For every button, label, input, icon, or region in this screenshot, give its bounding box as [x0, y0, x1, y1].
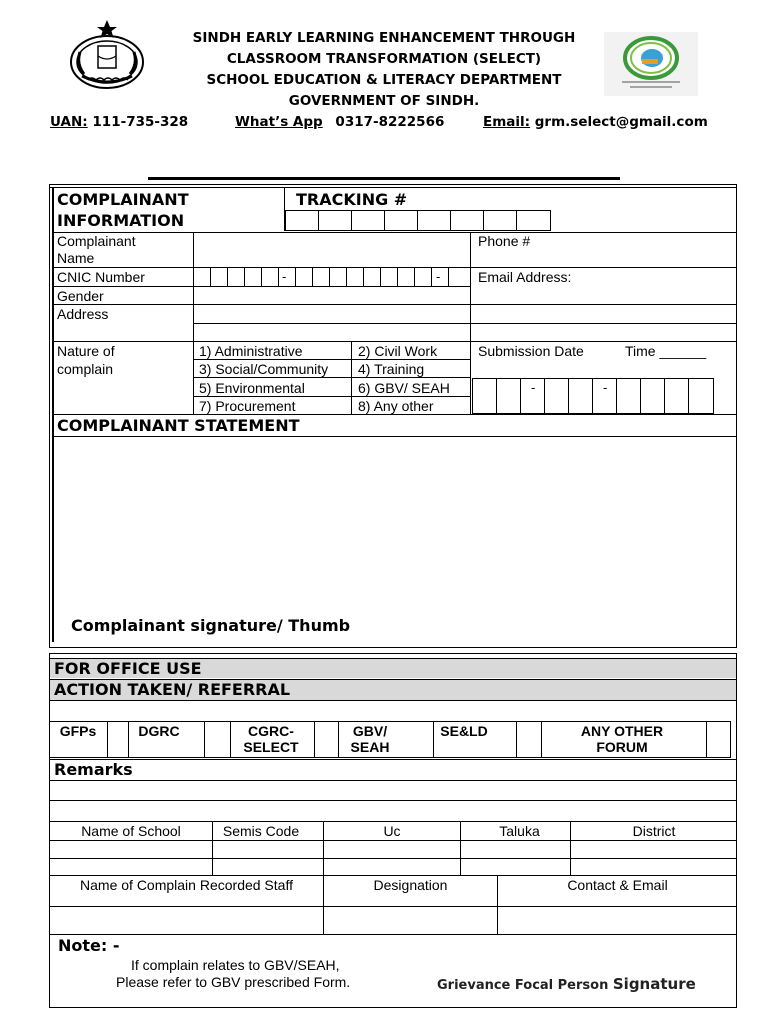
school-data-rows[interactable] — [50, 841, 736, 874]
submission-date-boxes[interactable] — [472, 378, 714, 414]
focal-signature-label: Signature — [612, 975, 696, 993]
focal-person-label: Grievance Focal Person — [437, 978, 609, 993]
email-value: grm.select@gmail.com — [534, 114, 708, 130]
row-rule — [470, 267, 737, 268]
time-label: Time ______ — [625, 343, 707, 359]
school-header-uc: Uc — [383, 823, 401, 839]
whatsapp-value: 0317-8222566 — [335, 114, 445, 130]
action-taken-title: ACTION TAKEN/ REFERRAL — [54, 680, 291, 699]
tracking-label: TRACKING # — [296, 190, 408, 209]
note-label: Note: - — [58, 936, 120, 955]
whatsapp-line — [235, 114, 444, 130]
complainant-signature-label: Complainant signature/ Thumb — [71, 616, 351, 635]
staff-header-contact: Contact & Email — [567, 877, 668, 893]
tracking-box[interactable] — [384, 210, 418, 231]
name-label-2: Name — [57, 250, 95, 266]
address-field[interactable] — [194, 305, 469, 323]
header-title-line-4: GOVERNMENT OF SINDH. — [288, 93, 480, 109]
name-label-1: Complainant — [57, 233, 136, 249]
focal-person-signature — [437, 975, 696, 993]
referral-seld[interactable]: SE&LD — [440, 723, 488, 739]
row-rule — [470, 304, 737, 305]
statement-title: COMPLAINANT STATEMENT — [57, 416, 300, 435]
school-header-taluka: Taluka — [499, 823, 540, 839]
office-use-title: FOR OFFICE USE — [54, 659, 202, 678]
whatsapp-label: What’s App — [235, 114, 323, 130]
date-dash: - — [603, 380, 608, 395]
row-rule — [49, 875, 737, 876]
nature-option-civil-work[interactable]: 2) Civil Work — [358, 343, 438, 359]
cnic-boxes[interactable] — [194, 268, 469, 286]
tracking-box[interactable] — [318, 210, 352, 231]
referral-cgrc-select[interactable]: CGRC- SELECT — [243, 723, 299, 755]
email-line — [483, 114, 708, 130]
section-title-complainant: COMPLAINANT — [57, 190, 189, 209]
nature-option-procurement[interactable]: 7) Procurement — [199, 398, 296, 414]
top-rule — [49, 187, 737, 188]
header-title-line-3: SCHOOL EDUCATION & LITERACY DEPARTMENT — [206, 72, 562, 88]
row-rule — [52, 436, 737, 437]
nature-option-administrative[interactable]: 1) Administrative — [199, 343, 303, 359]
school-header-district: District — [632, 823, 676, 839]
nature-option-any-other[interactable]: 8) Any other — [358, 398, 434, 414]
tracking-box[interactable] — [285, 210, 319, 231]
tracking-box[interactable] — [483, 210, 517, 231]
note-line-2: Please refer to GBV prescribed Form. — [116, 974, 351, 990]
referral-dgrc[interactable]: DGRC — [138, 723, 180, 739]
tracking-box[interactable] — [450, 210, 484, 231]
row-rule — [49, 934, 737, 935]
note-line-1: If complain relates to GBV/SEAH, — [131, 957, 340, 973]
header-title-line-1: SINDH EARLY LEARNING ENHANCEMENT THROUGH — [192, 30, 576, 46]
school-header-name: Name of School — [81, 823, 181, 839]
email-label: Email: — [483, 114, 531, 130]
row-rule — [52, 414, 737, 415]
statement-field[interactable] — [54, 438, 734, 608]
nature-label-1: Nature of — [57, 343, 115, 359]
section-title-information: INFORMATION — [57, 211, 185, 230]
nature-option-gbv-seah[interactable]: 6) GBV/ SEAH — [358, 380, 450, 396]
uan-label: UAN: — [50, 114, 88, 130]
nature-option-social-community[interactable]: 3) Social/Community — [199, 361, 329, 377]
cnic-dash: - — [282, 269, 287, 284]
row-rule — [193, 323, 737, 324]
submission-date-label: Submission Date — [478, 343, 584, 359]
referral-gbv-seah[interactable]: GBV/ SEAH — [350, 723, 390, 755]
cnic-dash: - — [436, 269, 441, 284]
phone-label: Phone # — [478, 233, 531, 249]
email-address-label: Email Address: — [478, 269, 572, 285]
name-field[interactable] — [194, 233, 469, 267]
date-dash: - — [531, 380, 536, 395]
header-divider — [148, 177, 620, 180]
row-rule — [49, 759, 737, 760]
gender-label: Gender — [57, 288, 104, 304]
uan-value: 111-735-328 — [92, 114, 189, 130]
remarks-field[interactable] — [50, 781, 736, 821]
header-title-line-2: CLASSROOM TRANSFORMATION (SELECT) — [226, 51, 542, 67]
staff-header-designation: Designation — [373, 877, 448, 893]
nature-option-training[interactable]: 4) Training — [358, 361, 425, 377]
remarks-label: Remarks — [54, 760, 133, 779]
row-rule — [49, 821, 737, 822]
school-header-semis: Semis Code — [222, 823, 300, 839]
tracking-box[interactable] — [351, 210, 385, 231]
referral-any-other-forum[interactable]: ANY OTHER FORUM — [580, 723, 664, 755]
row-rule — [52, 341, 737, 342]
row-rule — [49, 700, 737, 701]
row-rule — [49, 800, 737, 801]
referral-gfps[interactable]: GFPs — [59, 723, 97, 739]
staff-data-row[interactable] — [50, 907, 736, 934]
tracking-box[interactable] — [516, 210, 551, 231]
gender-field[interactable] — [194, 287, 469, 304]
select-logo — [604, 32, 698, 96]
cnic-label: CNIC Number — [57, 269, 145, 285]
staff-header-name: Name of Complain Recorded Staff — [80, 877, 293, 893]
address-label: Address — [57, 306, 109, 322]
uan-line — [50, 114, 188, 130]
nature-label-2: complain — [57, 361, 114, 377]
nature-option-environmental[interactable]: 5) Environmental — [199, 380, 305, 396]
tracking-box[interactable] — [417, 210, 451, 231]
